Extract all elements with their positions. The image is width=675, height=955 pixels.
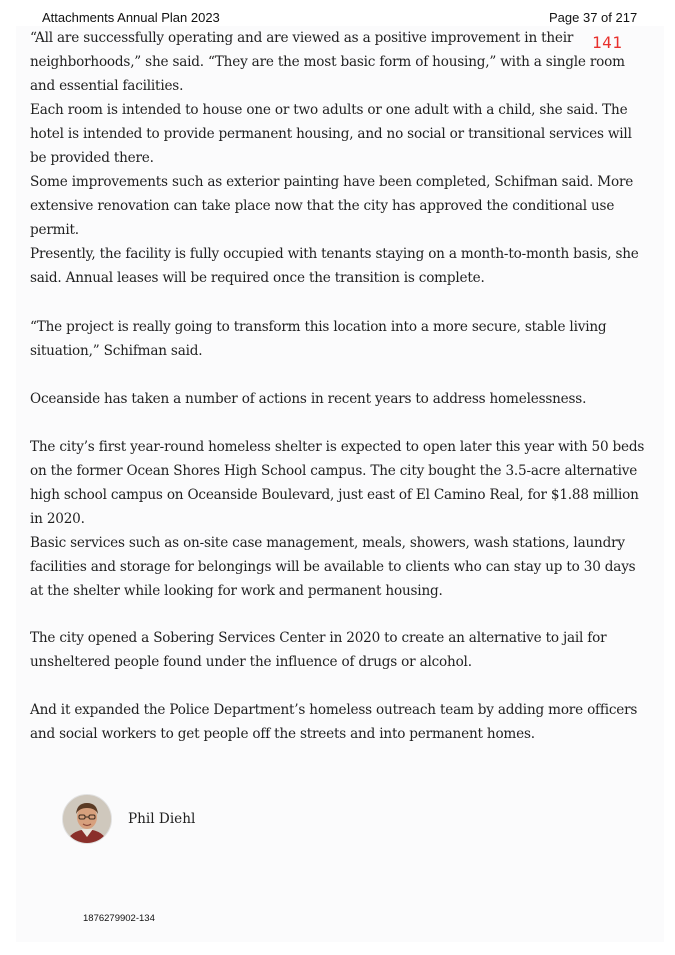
author-name[interactable]: Phil Diehl: [128, 811, 196, 827]
paragraph-3: Some improvements such as exterior painting have been completed, Schifman said. More extensive renovation can take place now that the city has approved the conditional use permit.: [30, 174, 634, 238]
paragraph-6: Oceanside has taken a number of actions in recent years to address homelessness.: [30, 391, 587, 407]
paragraph-8: Basic services such as on-site case management, meals, showers, wash stations, laundry facilities and storage for belongings will be available to clients who can stay up to 30 days at the shelter while looking for work and permanent housing.: [30, 535, 636, 599]
page-stamp-number: 141: [592, 33, 623, 52]
document-title: Attachments Annual Plan 2023: [42, 10, 220, 25]
paragraph-7: The city’s first year-round homeless shelter is expected to open later this year with 50 beds on the former Ocean Shores High School campus. The city bought the 3.5-acre alternative high school campus on Oceanside Boulevard, just east of El Camino Real, for $1.88 million in 2020.: [30, 439, 645, 527]
paragraph-1: “All are successfully operating and are viewed as a positive improvement in their neighborhoods,” she said. “They are the most basic form of housing,” with a single room and essential facilities.: [30, 30, 625, 94]
paragraph-9: The city opened a Sobering Services Center in 2020 to create an alternative to jail for unsheltered people found under the influence of drugs or alcohol.: [30, 630, 607, 670]
author-byline: [62, 794, 195, 844]
page-number: Page 37 of 217: [549, 10, 638, 25]
paragraph-2: Each room is intended to house one or two adults or one adult with a child, she said. The hotel is intended to provide permanent housing, and no social or transitional services will be provided there.: [30, 102, 632, 166]
document-id: 1876279902-134: [83, 913, 155, 924]
paragraph-5: “The project is really going to transform this location into a more secure, stable living situation,” Schifman said.: [30, 319, 607, 359]
paragraph-4: Presently, the facility is fully occupied with tenants staying on a month-to-month basis, she said. Annual leases will be required once the transition is complete.: [30, 246, 639, 286]
author-avatar: [62, 794, 112, 844]
author-photo: [63, 795, 111, 843]
paragraph-10: And it expanded the Police Department’s homeless outreach team by adding more officers and social workers to get people off the streets and into permanent homes.: [30, 702, 638, 742]
